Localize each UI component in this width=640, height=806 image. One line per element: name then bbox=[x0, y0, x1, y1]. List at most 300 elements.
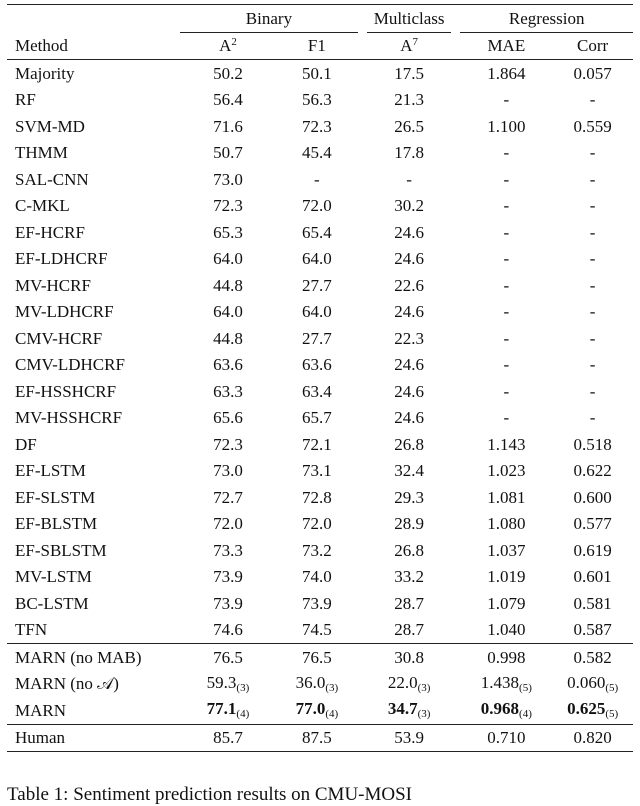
f1-value: 63.4 bbox=[302, 381, 332, 401]
f1-value: 36.0 bbox=[295, 672, 326, 692]
mae-cell bbox=[460, 299, 552, 326]
corr-value: 0.581 bbox=[573, 593, 612, 613]
mae-cell bbox=[460, 644, 552, 671]
f1-cell bbox=[276, 60, 358, 87]
f1-cell bbox=[276, 644, 358, 671]
a7-cell bbox=[367, 405, 451, 432]
a2-value: 50.7 bbox=[213, 143, 243, 163]
a2-cell bbox=[180, 246, 276, 273]
corr-value: 0.820 bbox=[573, 728, 612, 748]
a2-value: 64.0 bbox=[213, 302, 243, 322]
table-row bbox=[7, 564, 633, 591]
corr-value: 0.582 bbox=[573, 647, 612, 667]
corr-value: 0.600 bbox=[573, 487, 612, 507]
f1-value: 72.0 bbox=[302, 196, 332, 216]
f1-cell bbox=[276, 378, 358, 405]
corr-cell bbox=[552, 87, 633, 114]
a7-cell bbox=[367, 140, 451, 167]
column-header-row bbox=[7, 32, 633, 60]
mae-value: 1.080 bbox=[487, 514, 526, 534]
header-a2: $A^2$ bbox=[180, 32, 276, 60]
a2-value: 73.9 bbox=[213, 593, 243, 613]
table-row bbox=[7, 246, 633, 273]
f1-value: 73.9 bbox=[302, 593, 332, 613]
a7-cell bbox=[367, 537, 451, 564]
corr-cell bbox=[552, 140, 633, 167]
corr-cell bbox=[552, 724, 633, 752]
corr-value: 0.625 bbox=[567, 699, 606, 719]
a2-value: 77.1 bbox=[206, 699, 237, 719]
a2-value: 73.0 bbox=[213, 169, 243, 189]
f1-value: 77.0 bbox=[295, 699, 326, 719]
a2-cell bbox=[180, 325, 276, 352]
mae-cell bbox=[460, 272, 552, 299]
a2-value: 76.5 bbox=[213, 647, 243, 667]
a7-cell bbox=[367, 564, 451, 591]
human-row bbox=[7, 724, 633, 752]
mae-cell bbox=[460, 511, 552, 538]
a7-value: 22.3 bbox=[394, 328, 424, 348]
corr-cell bbox=[552, 458, 633, 485]
f1-value: 56.3 bbox=[302, 90, 332, 110]
mae-cell bbox=[460, 564, 552, 591]
corr-cell bbox=[552, 617, 633, 644]
f1-cell bbox=[276, 617, 358, 644]
a7-cell bbox=[367, 378, 451, 405]
f1-cell bbox=[276, 405, 358, 432]
a2-value: 64.0 bbox=[213, 249, 243, 269]
corr-cell bbox=[552, 219, 633, 246]
a7-cell bbox=[367, 671, 451, 698]
mae-value: - bbox=[503, 196, 510, 216]
corr-value: - bbox=[589, 90, 596, 110]
table-row bbox=[7, 299, 633, 326]
a2-value: 73.9 bbox=[213, 567, 243, 587]
corr-value: - bbox=[589, 328, 596, 348]
a7-value: 30.8 bbox=[394, 647, 424, 667]
a2-value: 72.3 bbox=[213, 434, 243, 454]
corr-cell bbox=[552, 378, 633, 405]
a2-cell bbox=[180, 590, 276, 617]
a2-value: 85.7 bbox=[213, 728, 243, 748]
mae-value: 0.968 bbox=[480, 699, 520, 719]
mae-value: - bbox=[503, 249, 510, 269]
method-cell: MV-HCRF bbox=[15, 275, 91, 295]
f1-value: 64.0 bbox=[302, 249, 332, 269]
f1-cell bbox=[276, 325, 358, 352]
group-regression: Regression bbox=[460, 5, 633, 33]
mae-cell bbox=[460, 325, 552, 352]
corr-rank: (5) bbox=[605, 681, 619, 694]
method-cell: SVM-MD bbox=[15, 116, 85, 136]
a7-value: - bbox=[406, 169, 412, 189]
corr-value: - bbox=[589, 381, 596, 401]
f1-cell bbox=[276, 671, 358, 698]
corr-value: 0.601 bbox=[573, 567, 612, 587]
corr-value: 0.057 bbox=[573, 63, 612, 83]
a7-cell bbox=[367, 352, 451, 379]
mae-value: 1.438 bbox=[480, 672, 520, 692]
method-cell: MV-LDHCRF bbox=[15, 302, 114, 322]
method-cell: Majority bbox=[15, 63, 75, 83]
a7-value: 17.5 bbox=[394, 63, 424, 83]
table-row bbox=[7, 431, 633, 458]
a7-cell bbox=[367, 511, 451, 538]
f1-value: 64.0 bbox=[302, 302, 332, 322]
a2-cell bbox=[180, 617, 276, 644]
table-row bbox=[7, 140, 633, 167]
corr-cell bbox=[552, 193, 633, 220]
corr-value: - bbox=[589, 222, 596, 242]
mae-cell bbox=[460, 405, 552, 432]
a7-rank: (3) bbox=[417, 681, 431, 694]
a7-cell bbox=[367, 60, 451, 87]
corr-value: 0.587 bbox=[573, 620, 612, 640]
mae-cell bbox=[460, 113, 552, 140]
method-cell: RF bbox=[15, 90, 36, 110]
corr-cell bbox=[552, 671, 633, 698]
method-cell: SAL-CNN bbox=[15, 169, 89, 189]
f1-cell bbox=[276, 166, 358, 193]
table-row bbox=[7, 458, 633, 485]
mae-value: - bbox=[503, 328, 510, 348]
corr-rank: (5) bbox=[605, 708, 619, 721]
a2-value: 72.7 bbox=[213, 487, 243, 507]
mae-value: - bbox=[503, 408, 510, 428]
a2-cell bbox=[180, 458, 276, 485]
a7-value: 32.4 bbox=[394, 461, 424, 481]
mae-value: 1.023 bbox=[487, 461, 526, 481]
f1-value: 72.3 bbox=[302, 116, 332, 136]
a2-rank: (3) bbox=[236, 681, 250, 694]
a2-value: 44.8 bbox=[213, 328, 243, 348]
f1-cell bbox=[276, 458, 358, 485]
a7-value: 24.6 bbox=[394, 249, 424, 269]
corr-cell bbox=[552, 113, 633, 140]
a7-cell bbox=[367, 219, 451, 246]
mae-value: 1.864 bbox=[487, 63, 526, 83]
table-row bbox=[7, 219, 633, 246]
a2-value: 72.3 bbox=[213, 196, 243, 216]
a2-cell bbox=[180, 299, 276, 326]
mae-value: 1.143 bbox=[487, 434, 526, 454]
method-cell: MARN (no MAB) bbox=[7, 644, 180, 671]
mae-cell bbox=[460, 697, 552, 724]
a2-value: 56.4 bbox=[213, 90, 243, 110]
f1-cell bbox=[276, 697, 358, 724]
f1-value: 72.8 bbox=[302, 487, 332, 507]
corr-cell bbox=[552, 590, 633, 617]
a2-value: 65.3 bbox=[213, 222, 243, 242]
corr-cell bbox=[552, 166, 633, 193]
corr-value: 0.060 bbox=[567, 672, 606, 692]
corr-value: - bbox=[589, 408, 596, 428]
header-f1: F1 bbox=[276, 32, 358, 60]
mae-value: - bbox=[503, 222, 510, 242]
mae-cell bbox=[460, 352, 552, 379]
a2-value: 44.8 bbox=[213, 275, 243, 295]
f1-rank: (4) bbox=[325, 708, 339, 721]
a2-value: 65.6 bbox=[213, 408, 243, 428]
a2-cell bbox=[180, 431, 276, 458]
method-cell: MV-LSTM bbox=[15, 567, 92, 587]
a7-cell bbox=[367, 644, 451, 671]
a2-value: 50.2 bbox=[213, 63, 243, 83]
f1-rank: (3) bbox=[325, 681, 339, 694]
header-corr: Corr bbox=[552, 32, 633, 60]
mae-cell bbox=[460, 537, 552, 564]
a7-cell bbox=[367, 193, 451, 220]
a2-cell bbox=[180, 537, 276, 564]
header-method: Method bbox=[7, 32, 180, 60]
method-cell: THMM bbox=[15, 143, 68, 163]
corr-value: 0.619 bbox=[573, 540, 612, 560]
table-row bbox=[7, 272, 633, 299]
marn-row bbox=[7, 697, 633, 724]
table-row bbox=[7, 166, 633, 193]
mae-value: 0.710 bbox=[487, 728, 526, 748]
results-table bbox=[7, 4, 633, 752]
f1-value: 87.5 bbox=[302, 728, 332, 748]
a7-cell bbox=[367, 246, 451, 273]
a7-value: 29.3 bbox=[394, 487, 424, 507]
f1-cell bbox=[276, 193, 358, 220]
method-cell: DF bbox=[15, 434, 37, 454]
f1-cell bbox=[276, 246, 358, 273]
f1-cell bbox=[276, 219, 358, 246]
table-row bbox=[7, 378, 633, 405]
f1-cell bbox=[276, 724, 358, 752]
a7-value: 26.5 bbox=[394, 116, 424, 136]
a7-cell bbox=[367, 617, 451, 644]
method-cell: Human bbox=[7, 724, 180, 752]
method-cell: EF-HCRF bbox=[15, 222, 85, 242]
a2-rank: (4) bbox=[236, 708, 250, 721]
mae-value: 1.040 bbox=[487, 620, 526, 640]
corr-value: - bbox=[589, 169, 596, 189]
mae-cell bbox=[460, 671, 552, 698]
method-cell: CMV-LDHCRF bbox=[15, 355, 125, 375]
a2-value: 59.3 bbox=[206, 672, 237, 692]
mae-value: - bbox=[503, 355, 510, 375]
f1-cell bbox=[276, 299, 358, 326]
table-row bbox=[7, 193, 633, 220]
mae-value: 1.037 bbox=[487, 540, 526, 560]
corr-value: - bbox=[589, 355, 596, 375]
method-cell: EF-LSTM bbox=[15, 461, 86, 481]
f1-value: 45.4 bbox=[302, 143, 332, 163]
a7-value: 33.2 bbox=[394, 567, 424, 587]
corr-cell bbox=[552, 299, 633, 326]
a7-cell bbox=[367, 590, 451, 617]
table-row bbox=[7, 60, 633, 87]
a7-value: 24.6 bbox=[394, 408, 424, 428]
a2-cell bbox=[180, 352, 276, 379]
corr-cell bbox=[552, 272, 633, 299]
corr-value: - bbox=[589, 143, 596, 163]
corr-cell bbox=[552, 60, 633, 87]
corr-cell bbox=[552, 352, 633, 379]
a2-cell bbox=[180, 511, 276, 538]
a2-value: 63.6 bbox=[213, 355, 243, 375]
corr-cell bbox=[552, 644, 633, 671]
a7-value: 28.7 bbox=[394, 593, 424, 613]
group-header-row bbox=[7, 5, 633, 33]
a2-value: 73.3 bbox=[213, 540, 243, 560]
f1-cell bbox=[276, 87, 358, 114]
a7-value: 28.9 bbox=[394, 514, 424, 534]
a7-value: 17.8 bbox=[394, 143, 424, 163]
mae-cell bbox=[460, 219, 552, 246]
corr-value: 0.622 bbox=[573, 461, 612, 481]
corr-cell bbox=[552, 564, 633, 591]
corr-cell bbox=[552, 697, 633, 724]
mae-cell bbox=[460, 458, 552, 485]
a7-value: 30.2 bbox=[394, 196, 424, 216]
method-cell: TFN bbox=[15, 620, 48, 640]
a2-cell bbox=[180, 697, 276, 724]
a7-cell bbox=[367, 724, 451, 752]
mae-cell bbox=[460, 166, 552, 193]
a7-value: 28.7 bbox=[394, 620, 424, 640]
a7-value: 24.6 bbox=[394, 355, 424, 375]
method-cell: EF-HSSHCRF bbox=[15, 381, 117, 401]
a7-cell bbox=[367, 166, 451, 193]
a7-value: 26.8 bbox=[394, 434, 424, 454]
header-mae: MAE bbox=[460, 32, 552, 60]
mae-cell bbox=[460, 590, 552, 617]
a2-cell bbox=[180, 219, 276, 246]
f1-value: 27.7 bbox=[302, 275, 332, 295]
corr-value: - bbox=[589, 275, 596, 295]
f1-cell bbox=[276, 352, 358, 379]
a7-rank: (3) bbox=[417, 708, 431, 721]
group-binary: Binary bbox=[180, 5, 358, 33]
corr-value: - bbox=[589, 302, 596, 322]
corr-cell bbox=[552, 537, 633, 564]
a7-cell bbox=[367, 431, 451, 458]
a2-cell bbox=[180, 87, 276, 114]
a2-value: 73.0 bbox=[213, 461, 243, 481]
a2-value: 63.3 bbox=[213, 381, 243, 401]
corr-value: 0.577 bbox=[573, 514, 612, 534]
f1-cell bbox=[276, 272, 358, 299]
marn-no-a-row bbox=[7, 671, 633, 698]
mae-value: 1.081 bbox=[487, 487, 526, 507]
f1-value: - bbox=[314, 169, 320, 189]
table-row bbox=[7, 590, 633, 617]
a7-cell bbox=[367, 113, 451, 140]
mae-value: 1.079 bbox=[487, 593, 526, 613]
mae-cell bbox=[460, 378, 552, 405]
a7-cell bbox=[367, 87, 451, 114]
mae-cell bbox=[460, 87, 552, 114]
method-cell: CMV-HCRF bbox=[15, 328, 103, 348]
mae-value: - bbox=[503, 381, 510, 401]
a2-cell bbox=[180, 140, 276, 167]
corr-cell bbox=[552, 246, 633, 273]
mae-value: - bbox=[503, 143, 510, 163]
a7-value: 24.6 bbox=[394, 381, 424, 401]
f1-cell bbox=[276, 511, 358, 538]
table-row bbox=[7, 617, 633, 644]
table-row bbox=[7, 87, 633, 114]
f1-value: 63.6 bbox=[302, 355, 332, 375]
corr-cell bbox=[552, 325, 633, 352]
method-cell: MV-HSSHCRF bbox=[15, 408, 123, 428]
mae-cell bbox=[460, 617, 552, 644]
method-cell: EF-SLSTM bbox=[15, 487, 96, 507]
table-row bbox=[7, 352, 633, 379]
a7-value: 22.0 bbox=[387, 672, 418, 692]
method-cell: C-MKL bbox=[15, 196, 70, 216]
mae-value: - bbox=[503, 275, 510, 295]
a7-value: 26.8 bbox=[394, 540, 424, 560]
f1-value: 50.1 bbox=[302, 63, 332, 83]
mae-value: - bbox=[503, 90, 510, 110]
mae-cell bbox=[460, 246, 552, 273]
mae-cell bbox=[460, 193, 552, 220]
a2-value: 71.6 bbox=[213, 116, 243, 136]
a2-cell bbox=[180, 564, 276, 591]
a7-cell bbox=[367, 458, 451, 485]
mae-value: 0.998 bbox=[487, 647, 526, 667]
f1-value: 27.7 bbox=[302, 328, 332, 348]
mae-cell bbox=[460, 60, 552, 87]
corr-cell bbox=[552, 484, 633, 511]
table-row bbox=[7, 511, 633, 538]
a7-cell bbox=[367, 697, 451, 724]
f1-value: 72.0 bbox=[302, 514, 332, 534]
mae-rank: (4) bbox=[519, 708, 532, 721]
a2-cell bbox=[180, 671, 276, 698]
a7-value: 34.7 bbox=[387, 699, 418, 719]
group-multiclass: Multiclass bbox=[367, 5, 451, 33]
a2-cell bbox=[180, 272, 276, 299]
f1-value: 65.4 bbox=[302, 222, 332, 242]
corr-value: 0.559 bbox=[573, 116, 612, 136]
f1-cell bbox=[276, 564, 358, 591]
method-cell: BC-LSTM bbox=[15, 593, 89, 613]
marn-no-mab-row bbox=[7, 644, 633, 671]
method-cell: MARN bbox=[15, 700, 67, 720]
a2-value: 72.0 bbox=[213, 514, 243, 534]
a7-cell bbox=[367, 484, 451, 511]
f1-value: 73.1 bbox=[302, 461, 332, 481]
a7-value: 24.6 bbox=[394, 222, 424, 242]
a2-cell bbox=[180, 644, 276, 671]
mae-value: - bbox=[503, 169, 510, 189]
f1-value: 74.5 bbox=[302, 620, 332, 640]
a7-value: 21.3 bbox=[394, 90, 424, 110]
table-row bbox=[7, 113, 633, 140]
method-cell: EF-BLSTM bbox=[15, 514, 98, 534]
a2-cell bbox=[180, 484, 276, 511]
table-row bbox=[7, 325, 633, 352]
f1-value: 65.7 bbox=[302, 408, 332, 428]
corr-value: 0.518 bbox=[573, 434, 612, 454]
f1-cell bbox=[276, 590, 358, 617]
a7-cell bbox=[367, 272, 451, 299]
mae-cell bbox=[460, 724, 552, 752]
mae-rank: (5) bbox=[519, 681, 532, 694]
corr-value: - bbox=[589, 249, 596, 269]
corr-cell bbox=[552, 511, 633, 538]
a2-cell bbox=[180, 193, 276, 220]
a2-value: 74.6 bbox=[213, 620, 243, 640]
a2-cell bbox=[180, 166, 276, 193]
a7-value: 22.6 bbox=[394, 275, 424, 295]
